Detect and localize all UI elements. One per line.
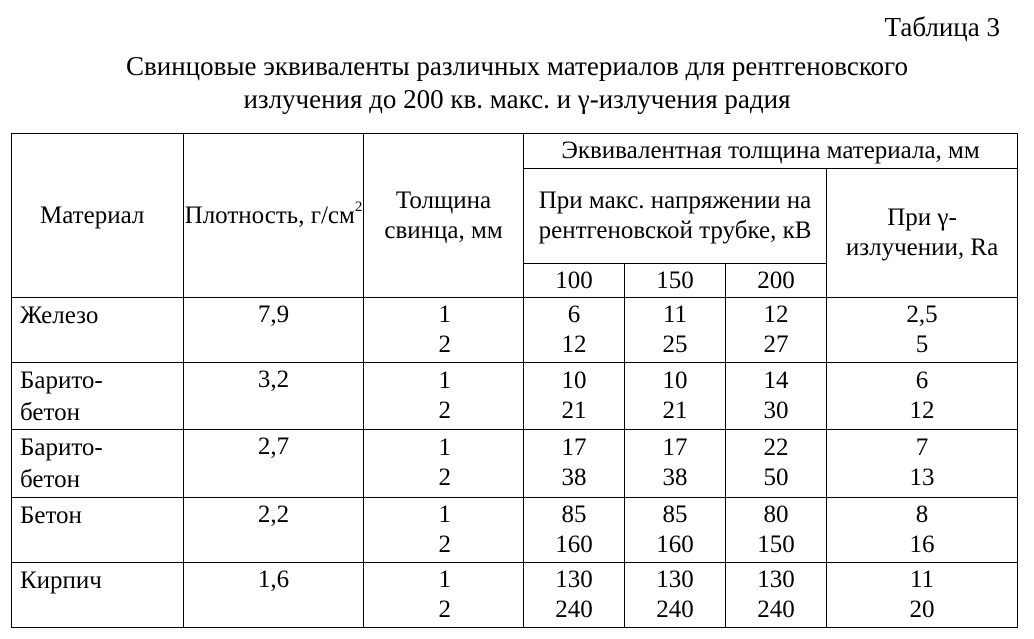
table-row <box>12 363 1018 430</box>
material-name: Кирпич <box>12 562 184 627</box>
value-200kv: 12 27 <box>726 298 827 363</box>
table-number: Таблица 3 <box>884 12 1000 42</box>
value-100kv: 10 21 <box>524 363 625 430</box>
value-150kv: 130 240 <box>625 562 726 627</box>
value-100kv: 130 240 <box>524 562 625 627</box>
lead-thickness: 1 2 <box>364 298 524 363</box>
title-line-2: излучения до 200 кв. макс. и γ-излучения радия <box>243 84 791 114</box>
header-kv-200: 200 <box>726 264 827 298</box>
lead-thickness: 1 2 <box>364 497 524 562</box>
value-150kv: 85 160 <box>625 497 726 562</box>
lead-thickness: 1 2 <box>364 430 524 497</box>
table-row <box>12 298 1018 363</box>
value-100kv: 6 12 <box>524 298 625 363</box>
value-150kv: 11 25 <box>625 298 726 363</box>
value-gamma: 6 12 <box>827 363 1018 430</box>
material-name: Железо <box>12 298 184 363</box>
header-density: Плотность, $г/см^2$ <box>184 134 364 298</box>
header-gamma: При γ- излучении, Ra <box>827 169 1018 298</box>
value-200kv: 80 150 <box>726 497 827 562</box>
material-name: Барито- бетон <box>12 363 184 430</box>
table-title <box>0 50 1034 116</box>
value-gamma: 11 20 <box>827 562 1018 627</box>
header-equivalent-thickness: Эквивалентная толщина материала, мм <box>524 134 1018 169</box>
header-lead-thickness: Толщина свинца, мм <box>364 134 524 298</box>
value-150kv: 10 21 <box>625 363 726 430</box>
lead-equivalent-table <box>11 133 1018 628</box>
value-gamma: 8 16 <box>827 497 1018 562</box>
header-kv-100: 100 <box>524 264 625 298</box>
material-name: Барито- бетон <box>12 430 184 497</box>
table-row <box>12 562 1018 627</box>
lead-thickness: 1 2 <box>364 562 524 627</box>
material-name: Бетон <box>12 497 184 562</box>
lead-thickness: 1 2 <box>364 363 524 430</box>
value-200kv: 130 240 <box>726 562 827 627</box>
density-value: 3,2 <box>184 363 364 430</box>
value-100kv: 17 38 <box>524 430 625 497</box>
value-200kv: 22 50 <box>726 430 827 497</box>
header-kv-150: 150 <box>625 264 726 298</box>
header-xray-voltage: При макс. напряжении на рентгеновской трубке, кВ <box>524 169 827 264</box>
title-line-1: Свинцовые эквиваленты различных материалов для рентгеновского <box>126 51 908 81</box>
value-gamma: 7 13 <box>827 430 1018 497</box>
value-100kv: 85 160 <box>524 497 625 562</box>
header-material: Материал <box>12 134 184 298</box>
table-row <box>12 430 1018 497</box>
density-value: 2,2 <box>184 497 364 562</box>
value-200kv: 14 30 <box>726 363 827 430</box>
value-gamma: 2,5 5 <box>827 298 1018 363</box>
table-row <box>12 497 1018 562</box>
value-150kv: 17 38 <box>625 430 726 497</box>
density-value: 7,9 <box>184 298 364 363</box>
density-value: 1,6 <box>184 562 364 627</box>
density-unit-superscript: 2 <box>354 199 363 216</box>
density-value: 2,7 <box>184 430 364 497</box>
